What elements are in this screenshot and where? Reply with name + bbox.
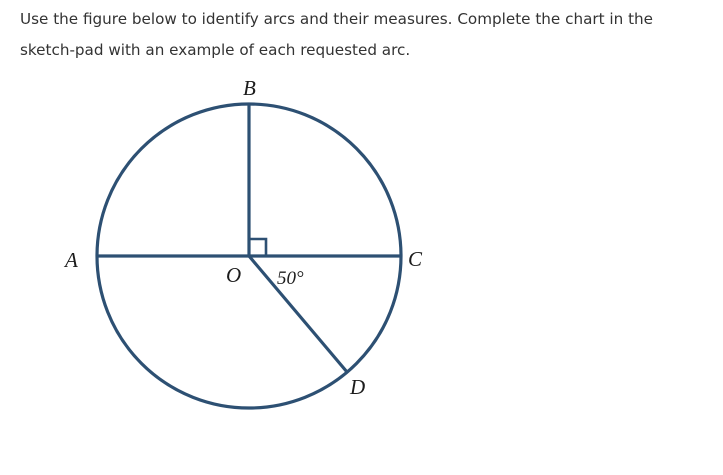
label-b: B (243, 76, 256, 100)
label-o: O (226, 263, 242, 287)
right-angle-marker (249, 239, 266, 256)
label-d: D (350, 375, 366, 399)
label-c: C (408, 247, 423, 271)
angle-label: 50° (277, 268, 304, 289)
question-text: Use the figure below to identify arcs and their measures. Complete the chart in the sketch-pad with an example of each requested arc. (20, 10, 653, 59)
label-a: A (65, 248, 78, 272)
